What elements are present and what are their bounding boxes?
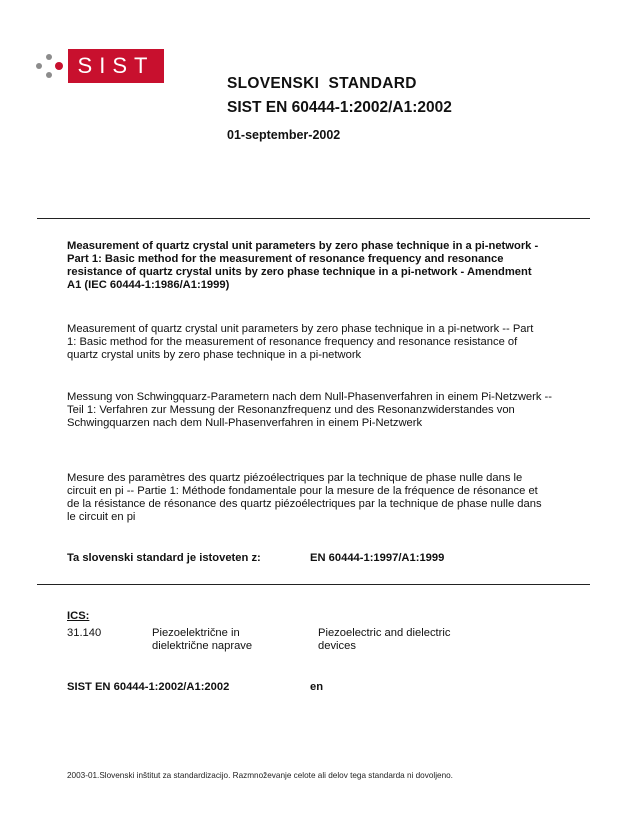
standard-type-heading: SLOVENSKI STANDARD	[227, 75, 417, 92]
logo-dots	[36, 53, 66, 79]
top-divider	[37, 218, 590, 219]
ics-code: 31.140	[67, 627, 102, 639]
ics-description-en: Piezoelectric and dielectric devices	[318, 627, 451, 652]
ics-label: ICS:	[67, 610, 90, 622]
standard-date: 01-september-2002	[227, 128, 341, 142]
logo-wordmark: SIST	[68, 49, 164, 83]
title-french: Mesure des paramètres des quartz piézoélectriques par la technique de phase nulle dans le circuit en pi -- Partie 1: Méthode fondamentale pour la mesure de la fréquence de résonance et de la résistance de résonance des quartz piézoélectriques par la technique de phase nulle dans le circuit en pi	[67, 472, 542, 523]
logo-dot	[46, 72, 52, 78]
identical-label: Ta slovenski standard je istoveten z:	[67, 552, 261, 564]
title-english: Measurement of quartz crystal unit parameters by zero phase technique in a pi-network -- Part 1: Basic method for the measurement of resonance frequency and resonance resistance of quartz crystal units by zero phase technique in a pi-network	[67, 323, 534, 361]
logo-dot	[36, 63, 42, 69]
ics-description-sl: Piezoelektrične in dielektrične naprave	[152, 627, 253, 652]
title-german: Messung von Schwingquarz-Parametern nach dem Null-Phasenverfahren in einem Pi-Netzwerk -- Teil 1: Verfahren zur Messung der Resonanzfrequenz und des Resonanzwiderstandes von Schwingquarzen nach dem Null-Phasenverfahren in einem Pi-Netzwerk	[67, 391, 553, 429]
identical-value: EN 60444-1:1997/A1:1999	[310, 552, 445, 564]
logo-dot	[55, 62, 63, 70]
bottom-divider	[37, 584, 590, 585]
sist-logo	[36, 49, 166, 83]
logo-dot	[46, 54, 52, 60]
footer-copyright: 2003-01.Slovenski inštitut za standardizacijo. Razmnoževanje celote ali delov tega standarda ni dovoljeno.	[67, 771, 453, 780]
document-id: SIST EN 60444-1:2002/A1:2002	[67, 681, 230, 693]
standard-code: SIST EN 60444-1:2002/A1:2002	[227, 99, 452, 116]
document-language: en	[310, 681, 324, 693]
title-bold: Measurement of quartz crystal unit parameters by zero phase technique in a pi-network - Part 1: Basic method for the measurement of resonance frequency and resonance resistance of quartz crystal units by zero phase technique in a pi-network - Amendment A1 (IEC 60444-1:1986/A1:1999)	[67, 240, 539, 291]
